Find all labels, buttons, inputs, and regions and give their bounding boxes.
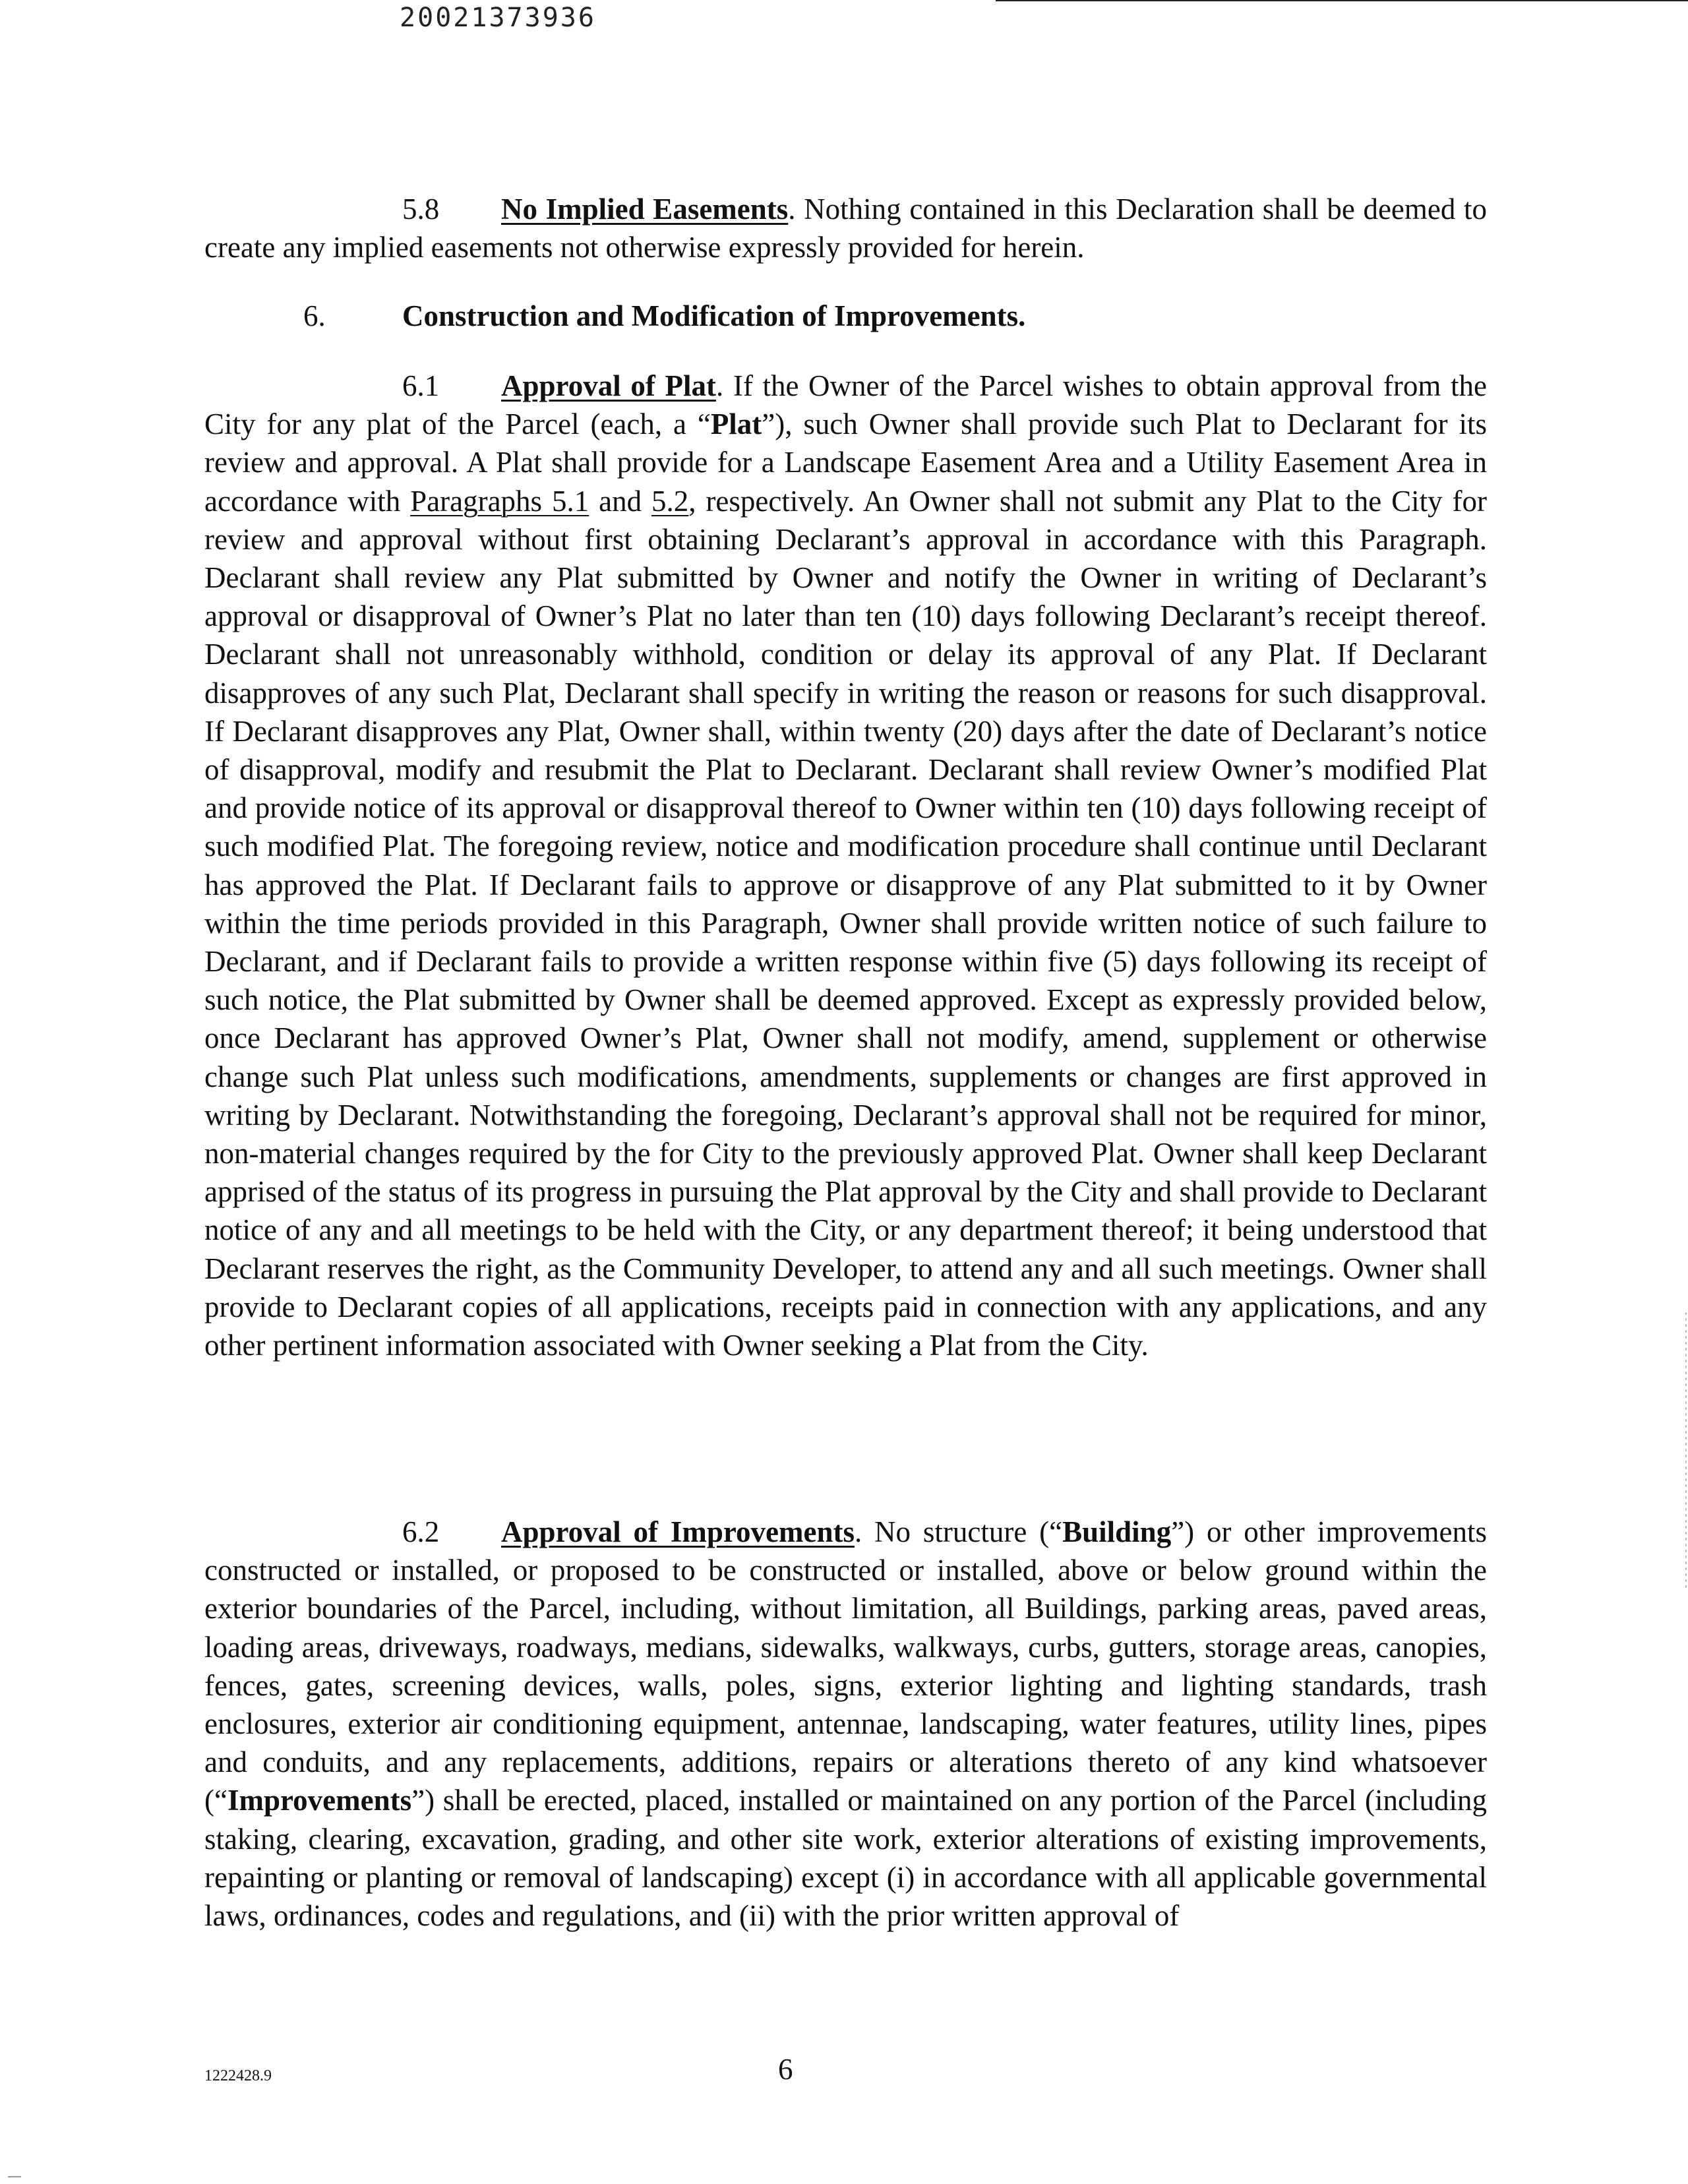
defined-term-improvements: Improvements xyxy=(227,1784,412,1817)
section-6-1-text-1: . If the Owner of the Parcel wishes to obtain approval from the City for any plat of the Parcel (each, a “ xyxy=(204,369,1487,441)
page-number: 6 xyxy=(778,2053,793,2086)
section-5-8-paragraph xyxy=(204,190,1487,266)
section-5-8-title: No Implied Easements xyxy=(501,193,789,226)
defined-term-building: Building xyxy=(1062,1515,1172,1548)
section-6-2-paragraph xyxy=(204,1513,1487,1935)
document-number: 20021373936 xyxy=(400,3,596,33)
section-6-1-paragraph xyxy=(204,367,1487,1364)
footer-document-id: 1222428.9 xyxy=(204,2067,272,2084)
section-6-2 xyxy=(204,1513,1487,1935)
section-6-1-title: Approval of Plat xyxy=(501,369,716,402)
scan-corner-mark xyxy=(8,2176,21,2177)
defined-term-plat: Plat xyxy=(710,408,762,441)
scan-margin-mark xyxy=(1685,1312,1687,1589)
section-5-8-number: 5.8 xyxy=(402,193,440,226)
section-6-2-text-3: ”) shall be erected, placed, installed or maintained on any portion of the Parcel (including staking, clearing, excavation, grading, and other site work, exterior alterations of existing improvements, repainting or planting or removal of landscaping) except (i) in accordance with all applicable governmental laws, ordinances, codes and regulations, and (ii) with the prior written approval of xyxy=(204,1784,1487,1933)
section-6-2-number: 6.2 xyxy=(402,1515,440,1548)
section-6-title: Construction and Modification of Improvements. xyxy=(402,299,1026,332)
section-5-8 xyxy=(204,190,1487,266)
section-6-2-text-2: ”) or other improvements constructed or installed, or proposed to be constructed or installed, above or below ground within the exterior boundaries of the Parcel, including, without limitation, all Buildings, parking areas, paved areas, loading areas, driveways, roadways, medians, sidewalks, walkways, curbs, gutters, storage areas, canopies, fences, gates, screening devices, walls, poles, signs, exterior lighting and lighting standards, trash enclosures, exterior air conditioning equipment, antennae, landscaping, water features, utility lines, pipes and conduits, and any replacements, additions, repairs or alterations thereto of any kind whatsoever (“ xyxy=(204,1515,1488,1817)
section-5-8-text: . Nothing contained in this Declaration shall be deemed to create any implied easements not otherwise expressly provided for herein. xyxy=(204,193,1488,264)
paragraph-ref-5-2: 5.2 xyxy=(651,484,689,518)
section-6-1-text-3: and xyxy=(589,484,652,518)
paragraph-ref-5-1: Paragraphs 5.1 xyxy=(410,484,589,518)
section-6-1-text-2: ”), such Owner shall provide such Plat to Declarant for its review and approval. A Plat shall provide for a Landscape Easement Area and a Utility Easement Area in accordance with xyxy=(204,408,1487,518)
section-6-1 xyxy=(204,367,1487,1364)
section-6-number: 6. xyxy=(303,299,326,332)
section-6-2-title: Approval of Improvements xyxy=(501,1515,855,1548)
section-6-heading xyxy=(303,297,1025,335)
section-6-1-text-4: , respectively. An Owner shall not submit any Plat to the City for review and approval without first obtaining Declarant’s approval in accordance with this Paragraph. Declarant shall review any Plat submitted by Owner and notify the Owner in writing of Declarant’s approval or disapproval of Owner’s Plat no later than ten (10) days following Declarant’s receipt thereof. Declarant shall not unreasonably withhold, condition or delay its approval of any Plat. If Declarant disapproves of any such Plat, Declarant shall specify in writing the reason or reasons for such disapproval. If Declarant disapproves any Plat, Owner shall, within twenty (20) days after the date of Declarant’s notice of disapproval, modify and resubmit the Plat to Declarant. Declarant shall review Owner’s modified Plat and provide notice of its approval or disapproval thereof to Owner within ten (10) days following receipt of such modified Plat. The foregoing review, notice and modification procedure shall continue until Declarant has approved the Plat. If Declarant fails to approve or disapprove of any Plat submitted to it by Owner within the time periods provided in this Paragraph, Owner shall provide written notice of such failure to Declarant, and if Declarant fails to provide a written response within five (5) days following its receipt of such notice, the Plat submitted by Owner shall be deemed approved. Except as expressly provided below, once Declarant has approved Owner’s Plat, Owner shall not modify, amend, supplement or otherwise change such Plat unless such modifications, amendments, supplements or changes are first approved in writing by Declarant. Notwithstanding the foregoing, Declarant’s approval shall not be required for minor, non-material changes required by the for City to the previously approved Plat. Owner shall keep Declarant apprised of the status of its progress in pursuing the Plat approval by the City and shall provide to Declarant notice of any and all meetings to be held with the City, or any department thereof; it being understood that Declarant reserves the right, as the Community Developer, to attend any and all such meetings. Owner shall provide to Declarant copies of all applications, receipts paid in connection with any applications, and any other pertinent information associated with Owner seeking a Plat from the City. xyxy=(204,484,1487,1362)
section-6-2-text-1: . No structure (“ xyxy=(854,1515,1063,1548)
section-6-1-number: 6.1 xyxy=(402,369,440,402)
header-rule xyxy=(996,0,1688,1)
